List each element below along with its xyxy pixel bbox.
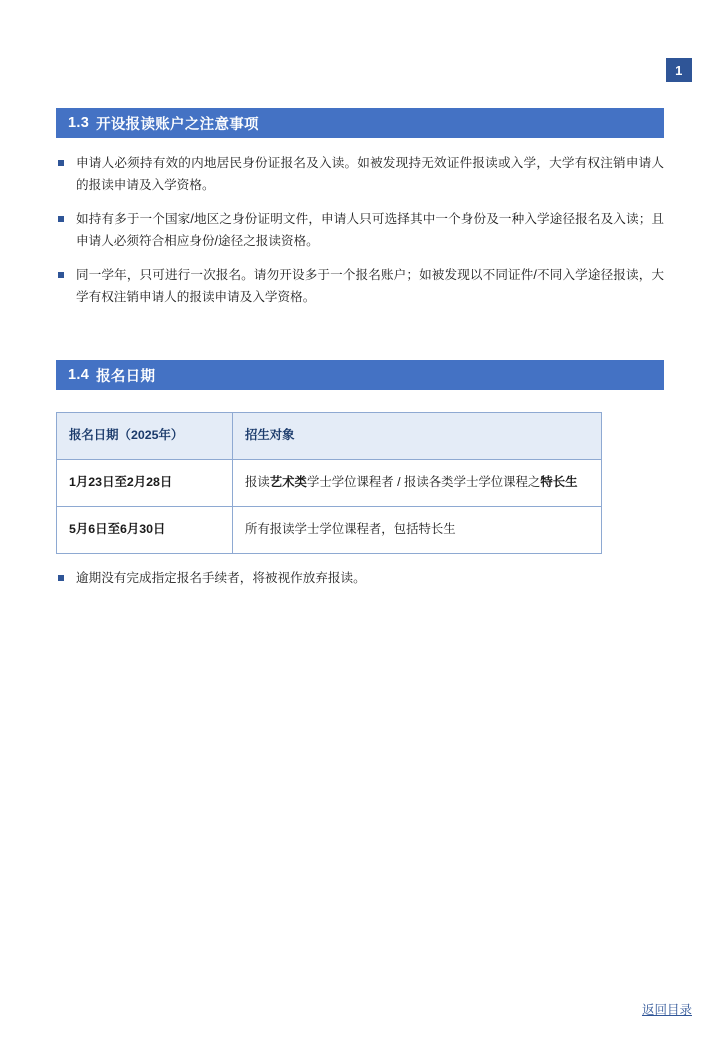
- back-to-contents-link[interactable]: 返回目录: [641, 1003, 692, 1017]
- section-number: 1.3: [68, 115, 90, 131]
- table-note-list: [56, 568, 664, 589]
- section-number: 1.4: [68, 367, 90, 384]
- target-middle: 学士学位课程者 / 报读各类学士学位课程之: [306, 475, 541, 490]
- table-cell-date: 1月23日至2月28日: [57, 460, 233, 507]
- target-prefix: 报读: [245, 475, 270, 490]
- table-row: [57, 460, 602, 507]
- section-title: 报名日期: [96, 368, 156, 385]
- table-column-header-target: 招生对象: [233, 413, 602, 460]
- section-spacer: [56, 320, 664, 360]
- list-item: 申请人必须持有效的内地居民身份证报名及入读。如被发现持无效证件报读或入学，大学有权注销申请人的报读申请及入学资格。: [56, 152, 664, 196]
- page-content: [56, 108, 664, 589]
- registration-dates-table: [56, 412, 602, 554]
- section-header-1-3: [56, 108, 664, 138]
- list-item: 同一学年，只可进行一次报名。请勿开设多于一个报名账户；如被发现以不同证件/不同入学途径报读，大学有权注销申请人的报读申请及入学资格。: [56, 264, 664, 308]
- target-emphasis-art: 艺术类: [269, 475, 307, 490]
- table-row: [57, 506, 602, 553]
- section-header-1-4: [56, 360, 664, 390]
- table-cell-target: [233, 460, 602, 507]
- list-item: 逾期没有完成指定报名手续者，将被视作放弃报读。: [56, 568, 664, 589]
- table-cell-date: 5月6日至6月30日: [57, 506, 233, 553]
- table-header-row: [57, 413, 602, 460]
- table-spacer: [56, 390, 664, 412]
- list-item: 如持有多于一个国家/地区之身份证明文件，申请人只可选择其中一个身份及一种入学途径报名及入读；且申请人必须符合相应身份/途径之报读资格。: [56, 208, 664, 252]
- page-number-badge: 1: [666, 58, 692, 82]
- section-1-3-bullet-list: [56, 152, 664, 308]
- target-emphasis-talent: 特长生: [540, 475, 578, 490]
- table-column-header-date: 报名日期（2025年）: [57, 413, 233, 460]
- section-title: 开设报读账户之注意事项: [96, 116, 259, 133]
- table-cell-target: 所有报读学士学位课程者，包括特长生: [233, 506, 602, 553]
